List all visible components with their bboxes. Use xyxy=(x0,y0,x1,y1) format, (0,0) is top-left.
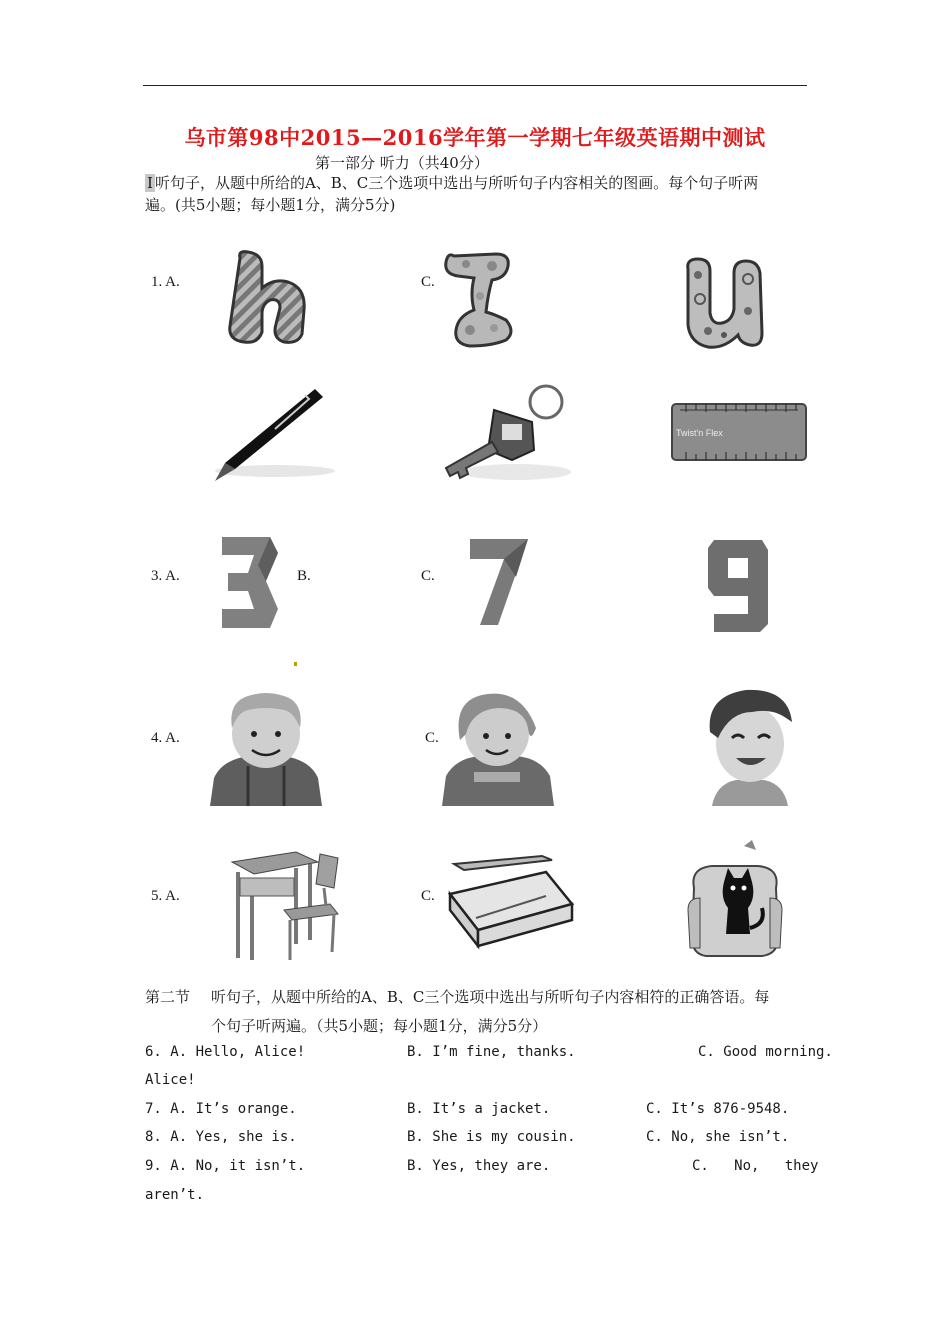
q8-option-c: C. No, she isn’t. xyxy=(646,1129,790,1145)
q3-label: 3. A. xyxy=(151,568,180,584)
page-title: 乌市第98中2015—2016学年第一学期七年级英语期中测试 xyxy=(184,125,766,150)
letter-i-icon xyxy=(440,250,520,350)
q5-c-label: C. xyxy=(421,888,435,904)
q6-option-c-cont: Alice! xyxy=(145,1072,196,1088)
ruler-brand-text: Twist'n Flex xyxy=(676,428,723,438)
q1-label: 1. A. xyxy=(151,274,180,290)
q5-label: 5. A. xyxy=(151,888,180,904)
number-9-icon xyxy=(706,538,770,634)
pen-icon xyxy=(205,385,335,485)
letter-h-icon xyxy=(218,248,314,348)
q9-option-b: B. Yes, they are. xyxy=(407,1158,551,1174)
part-heading: 第一部分 听力（共40分） xyxy=(315,154,489,172)
q4-label: 4. A. xyxy=(151,730,180,746)
q4-c-label: C. xyxy=(425,730,439,746)
key-icon xyxy=(436,380,576,485)
cat-on-sofa-icon xyxy=(686,838,784,962)
q7-option-b: B. It’s a jacket. xyxy=(407,1101,551,1117)
stray-mark xyxy=(294,662,297,666)
q7-option-c: C. It’s 876-9548. xyxy=(646,1101,790,1117)
letter-u-icon xyxy=(678,255,770,353)
q9-option-c-cont: aren’t. xyxy=(145,1187,205,1203)
top-rule xyxy=(143,85,807,86)
boy-icon xyxy=(702,688,796,806)
q3-b-label: B. xyxy=(297,568,311,584)
q7-option-a: 7. A. It’s orange. xyxy=(145,1101,297,1117)
q6-option-c: C. Good morning. xyxy=(698,1044,833,1060)
section2-heading: 第二节 xyxy=(145,988,191,1006)
q3-c-label: C. xyxy=(421,568,435,584)
q9-option-a: 9. A. No, it isn’t. xyxy=(145,1158,306,1174)
q9-option-c: C. No, they xyxy=(692,1158,819,1174)
section-numeral: I xyxy=(147,174,153,192)
number-7-icon xyxy=(468,537,530,627)
q8-option-a: 8. A. Yes, she is. xyxy=(145,1129,297,1145)
section2-instr-line1: 听句子，从题中所给的A、B、C三个选项中选出与所听句子内容相符的正确答语。每 xyxy=(211,988,770,1006)
q8-option-b: B. She is my cousin. xyxy=(407,1129,576,1145)
grandmother-icon xyxy=(438,688,556,806)
q6-option-a: 6. A. Hello, Alice! xyxy=(145,1044,306,1060)
section1-instr-line2: 遍。(共5小题；每小题1分，满分5分) xyxy=(145,196,396,214)
number-3-icon xyxy=(220,535,280,630)
q1-c-label: C. xyxy=(421,274,435,290)
section1-instruction xyxy=(145,172,758,216)
ruler-icon xyxy=(670,398,808,466)
desk-chair-icon xyxy=(226,848,346,963)
pencil-box-icon xyxy=(446,854,576,952)
section1-instr-line1: 听句子，从题中所给的A、B、C三个选项中选出与所听句子内容相关的图画。每个句子听两 xyxy=(154,174,759,192)
grandfather-icon xyxy=(208,688,324,806)
section2-instr-line2: 个句子听两遍。（共5小题；每小题1分，满分5分） xyxy=(211,1017,548,1035)
q6-option-b: B. I’m fine, thanks. xyxy=(407,1044,576,1060)
